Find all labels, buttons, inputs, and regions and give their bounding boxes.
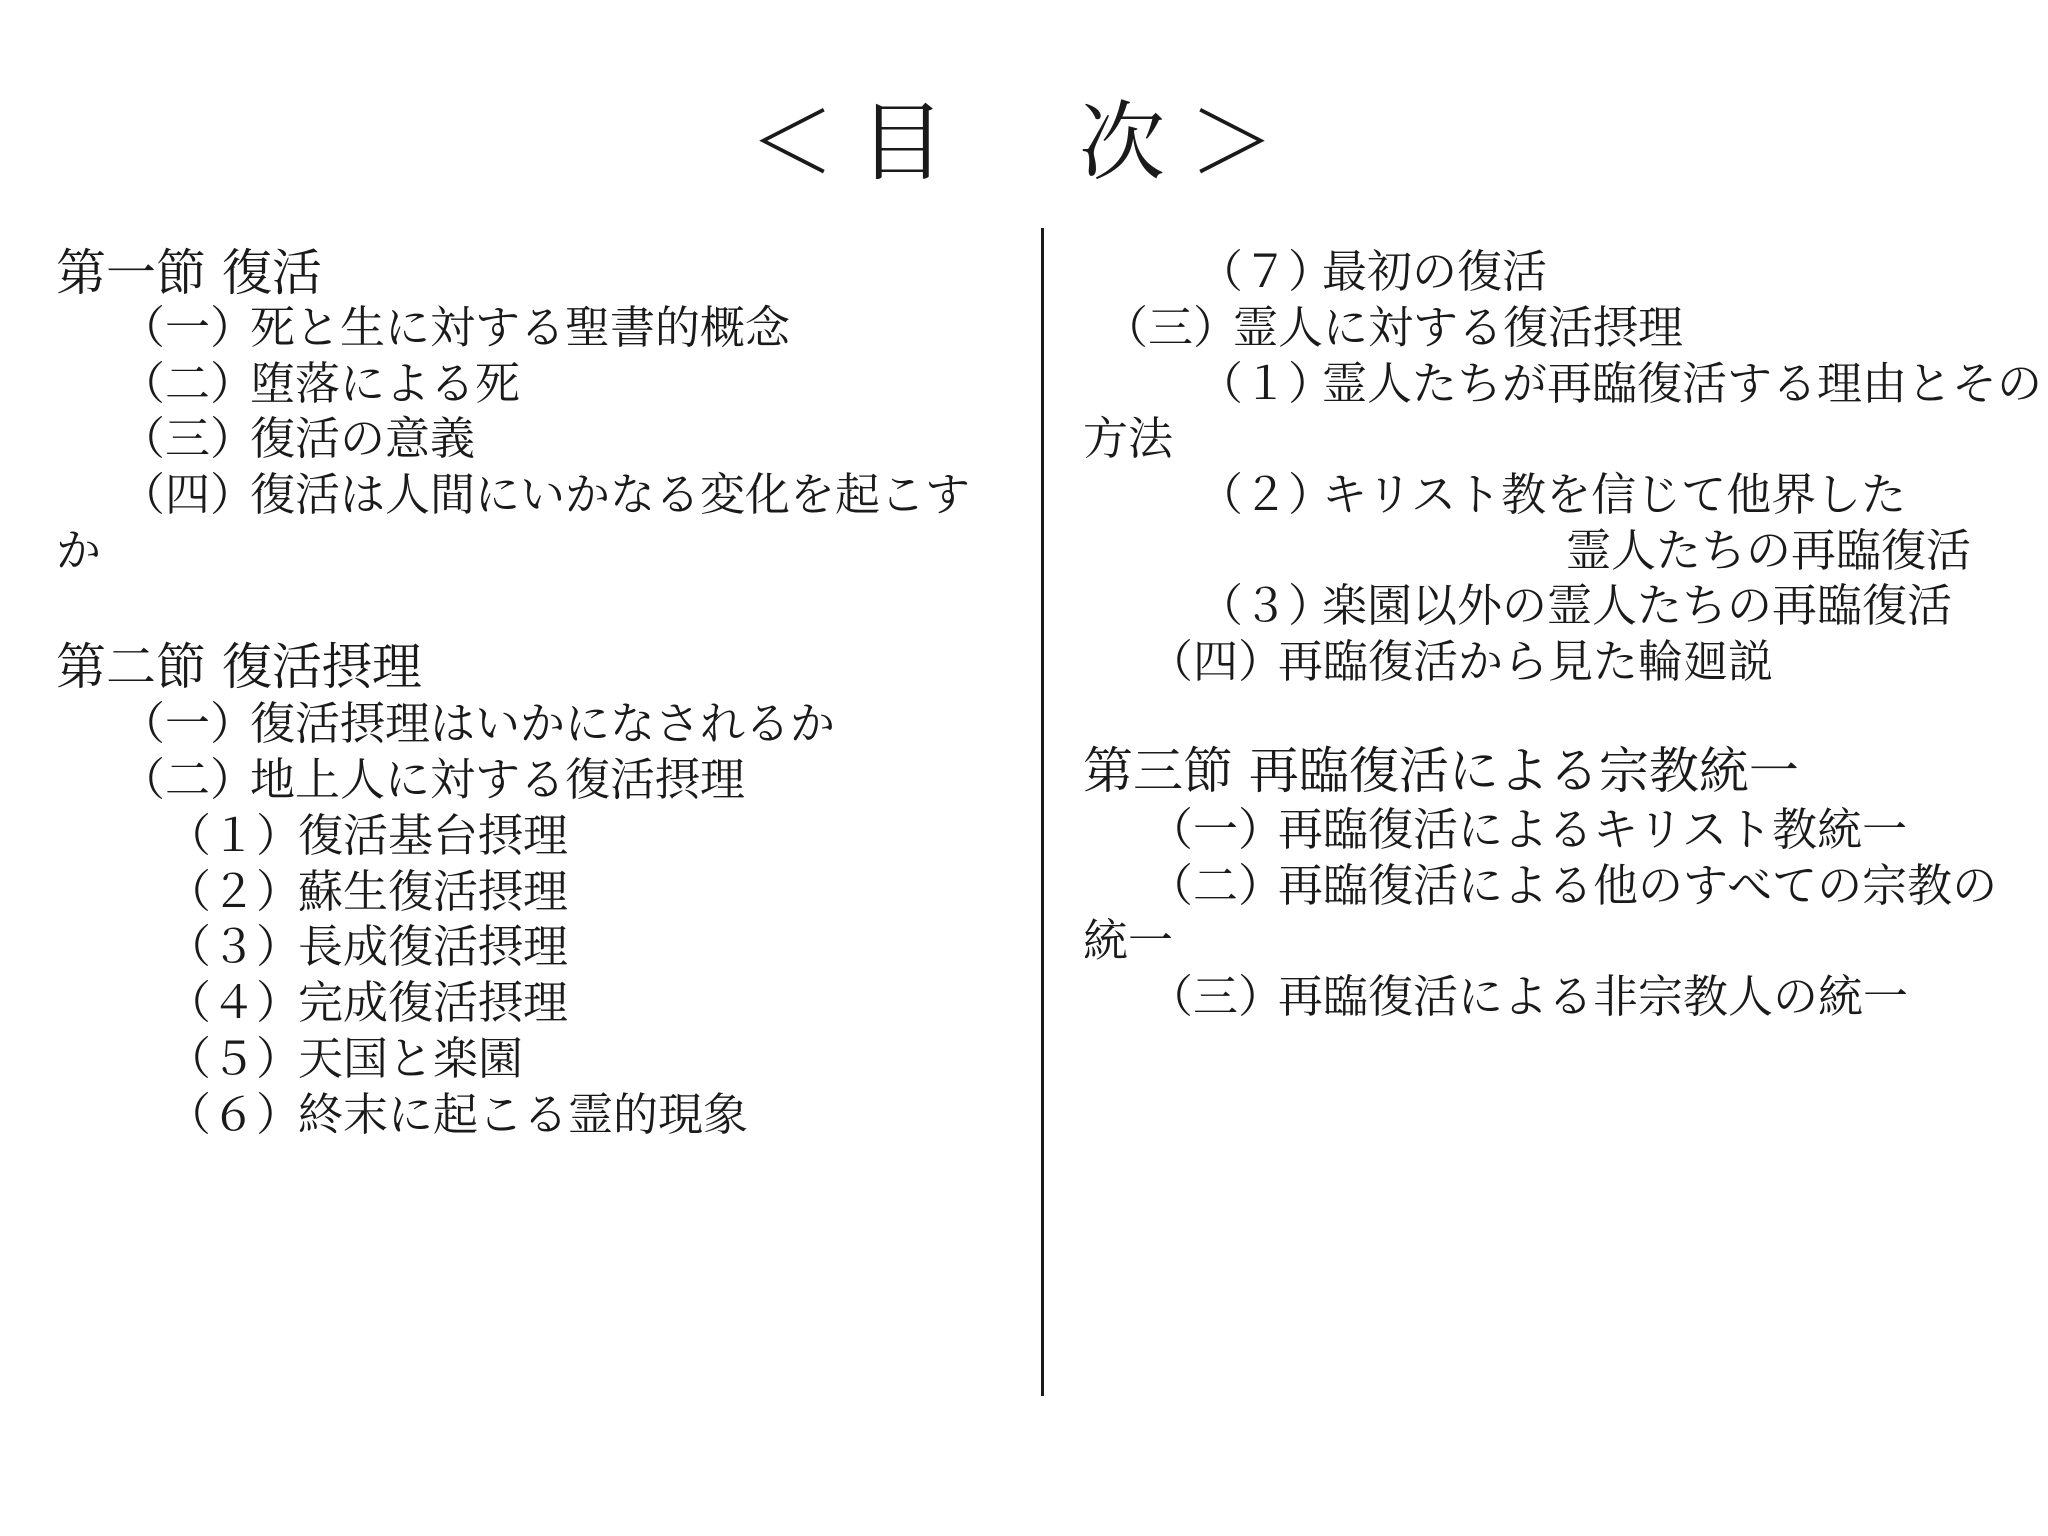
item-number: （２） <box>1198 468 1334 521</box>
toc-item <box>120 752 745 808</box>
item-number: （６） <box>166 1088 302 1141</box>
toc-subitem <box>166 919 568 975</box>
item-text: 完成復活摂理 <box>298 976 569 1029</box>
item-number: （１） <box>166 809 302 862</box>
item-text-continuation: 統一 <box>1083 914 1174 967</box>
toc-subitem <box>166 864 568 920</box>
item-number: （二） <box>120 753 256 806</box>
section-1-heading: 第一節 復活 <box>56 244 322 302</box>
toc-subitem <box>166 1031 523 1087</box>
item-number: （５） <box>166 1032 302 1085</box>
item-number: （三） <box>120 412 256 465</box>
item-number: （４） <box>166 976 302 1029</box>
toc-subitem <box>1198 467 1906 523</box>
item-text: 長成復活摂理 <box>298 920 569 973</box>
item-text: 復活基台摂理 <box>298 809 569 862</box>
toc-item <box>120 300 790 356</box>
item-text: 復活は人間にいかなる変化を起こす <box>250 468 971 521</box>
toc-item <box>1148 634 1773 690</box>
item-number: （一） <box>1148 803 1284 856</box>
section-2-heading: 第二節 復活摂理 <box>56 638 422 696</box>
toc-subitem <box>1198 244 1547 300</box>
toc-item <box>120 356 520 412</box>
item-number: （３） <box>166 920 302 973</box>
toc-item <box>1148 858 1997 914</box>
item-text: 再臨復活による非宗教人の統一 <box>1278 970 1909 1023</box>
toc-subitem <box>1198 356 2042 412</box>
item-text-continuation: 霊人たちの再臨復活 <box>1566 524 1972 577</box>
toc-subitem <box>166 975 568 1031</box>
item-text: 楽園以外の霊人たちの再臨復活 <box>1322 579 1953 632</box>
item-number: （３） <box>1198 579 1334 632</box>
item-number: （三） <box>1148 970 1284 1023</box>
column-divider <box>1041 228 1044 1396</box>
toc-item <box>120 411 475 467</box>
toc-subitem <box>1198 578 1952 634</box>
item-number: （三） <box>1103 301 1239 354</box>
toc-subitem <box>166 808 568 864</box>
item-text: 天国と楽園 <box>298 1032 524 1085</box>
item-text: 最初の復活 <box>1322 245 1548 298</box>
item-text: 堕落による死 <box>250 357 521 410</box>
toc-item <box>120 696 835 752</box>
item-number: （四） <box>1148 635 1284 688</box>
item-text: 終末に起こる霊的現象 <box>298 1088 749 1141</box>
item-number: （２） <box>166 865 302 918</box>
toc-item <box>1103 300 1683 356</box>
toc-subitem <box>166 1087 748 1143</box>
item-text: キリスト教を信じて他界した <box>1322 468 1907 521</box>
item-text: 霊人に対する復活摂理 <box>1233 301 1684 354</box>
item-text: 復活摂理はいかになされるか <box>250 697 836 750</box>
item-text-continuation: 方法 <box>1083 412 1174 465</box>
section-3-heading: 第三節 再臨復活による宗教統一 <box>1083 742 1799 800</box>
item-text: 復活の意義 <box>250 412 476 465</box>
item-text-continuation: か <box>56 524 102 577</box>
toc-item <box>1148 802 1907 858</box>
item-number: （一） <box>120 301 256 354</box>
item-text: 再臨復活による他のすべての宗教の <box>1278 859 1998 912</box>
item-number: （二） <box>1148 859 1284 912</box>
item-text: 蘇生復活摂理 <box>298 865 569 918</box>
item-number: （四） <box>120 468 256 521</box>
item-text: 死と生に対する聖書的概念 <box>250 301 791 354</box>
item-number: （二） <box>120 357 256 410</box>
item-number: （一） <box>120 697 256 750</box>
item-text: 地上人に対する復活摂理 <box>250 753 746 806</box>
item-text: 再臨復活から見た輪廻説 <box>1278 635 1774 688</box>
item-number: （１） <box>1198 357 1334 410</box>
page-title: ＜目 次＞ <box>749 93 1299 193</box>
toc-item <box>120 467 970 523</box>
toc-item <box>1148 969 1908 1025</box>
item-text: 霊人たちが再臨復活する理由とその <box>1322 357 2043 410</box>
item-number: （７） <box>1198 245 1334 298</box>
item-text: 再臨復活によるキリスト教統一 <box>1278 803 1908 856</box>
